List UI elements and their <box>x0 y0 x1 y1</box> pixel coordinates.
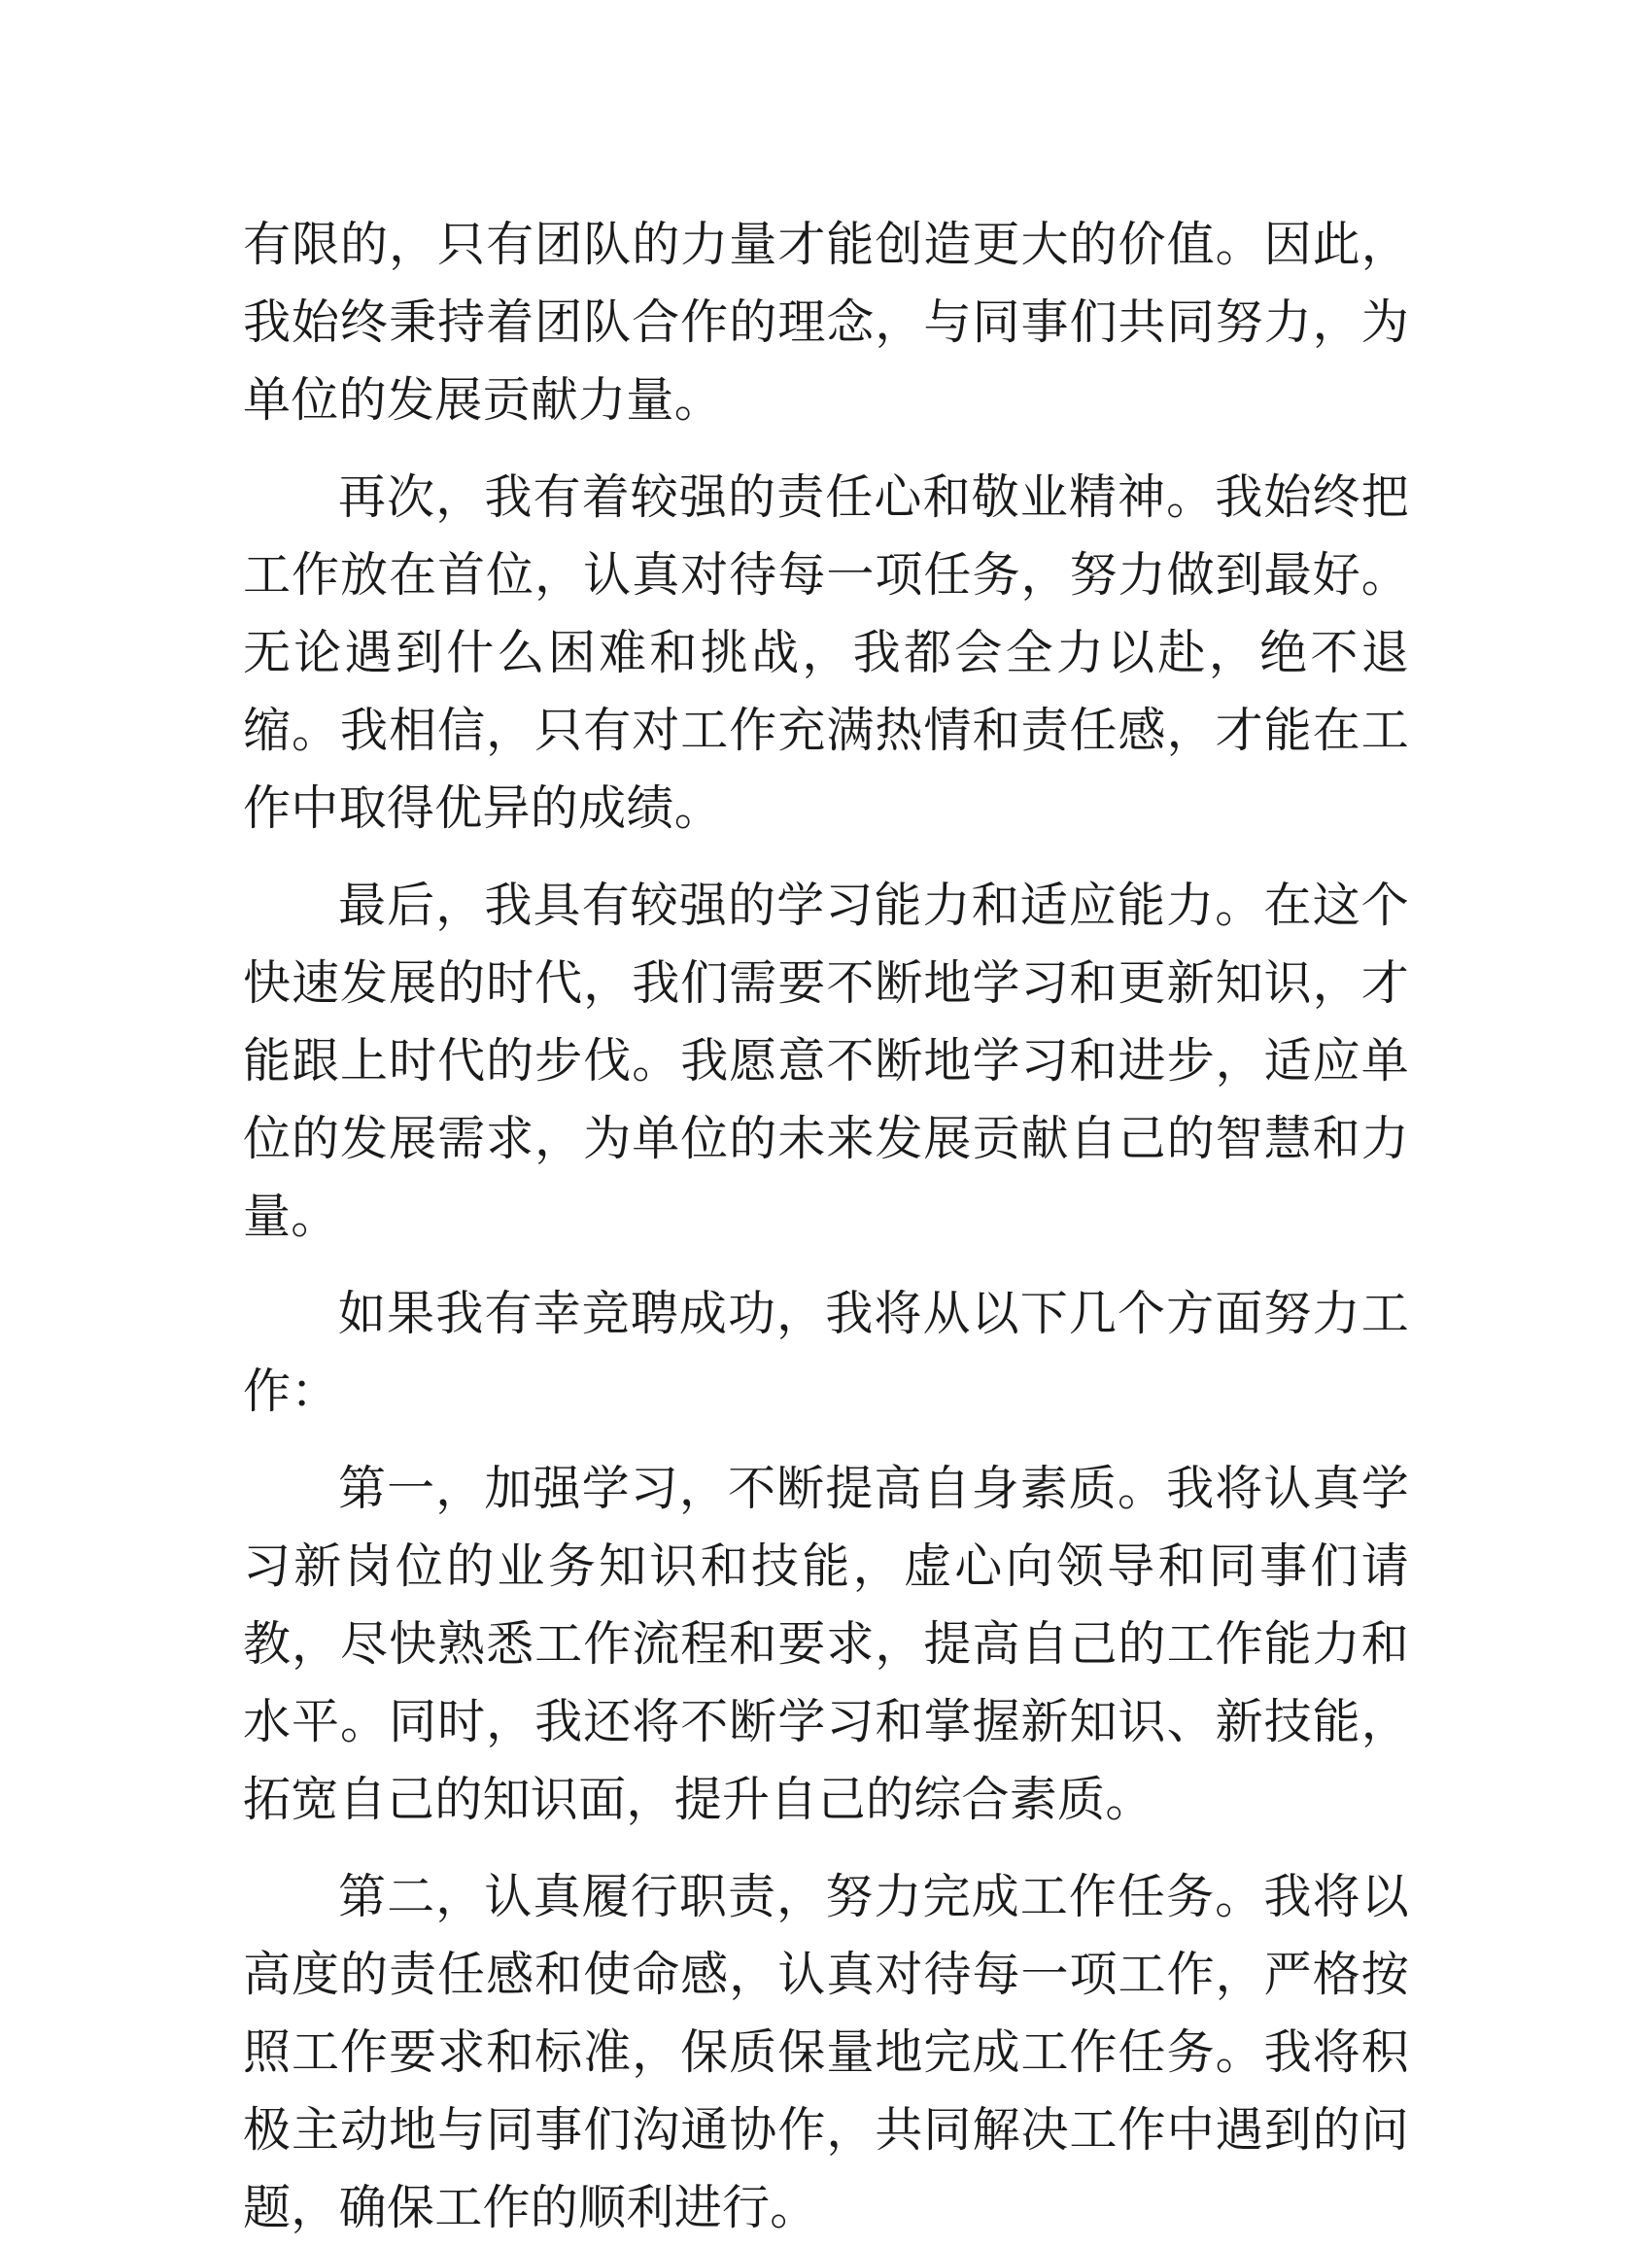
paragraph-plan-second: 第二，认真履行职责，努力完成工作任务。我将以高度的责任感和使命感，认真对待每一项工作，严格按照工作要求和标准，保质保量地完成工作任务。我将积极主动地与同事们沟通协作，共同解决工作中遇到的问题，确保工作的顺利进行。 <box>243 1869 1409 2235</box>
paragraph-learning-ability: 最后，我具有较强的学习能力和适应能力。在这个快速发展的时代，我们需要不断地学习和更新知识，才能跟上时代的步伐。我愿意不断地学习和进步，适应单位的发展需求，为单位的未来发展贡献自己的智慧和力量。 <box>243 878 1409 1244</box>
document-body <box>243 206 1409 2247</box>
paragraph-plan-first: 第一，加强学习，不断提高自身素质。我将认真学习新岗位的业务知识和技能，虚心向领导和同事们请教，尽快熟悉工作流程和要求，提高自己的工作能力和水平。同时，我还将不断学习和掌握新知识、新技能，拓宽自己的知识面，提升自己的综合素质。 <box>243 1461 1409 1827</box>
paragraph-plan-intro: 如果我有幸竞聘成功，我将从以下几个方面努力工作： <box>243 1286 1409 1419</box>
paragraph-team-value: 有限的，只有团队的力量才能创造更大的价值。因此，我始终秉持着团队合作的理念，与同事们共同努力，为单位的发展贡献力量。 <box>243 217 1409 428</box>
paragraph-responsibility: 再次，我有着较强的责任心和敬业精神。我始终把工作放在首位，认真对待每一项任务，努力做到最好。无论遇到什么困难和挑战，我都会全力以赴，绝不退缩。我相信，只有对工作充满热情和责任感，才能在工作中取得优异的成绩。 <box>243 469 1409 836</box>
